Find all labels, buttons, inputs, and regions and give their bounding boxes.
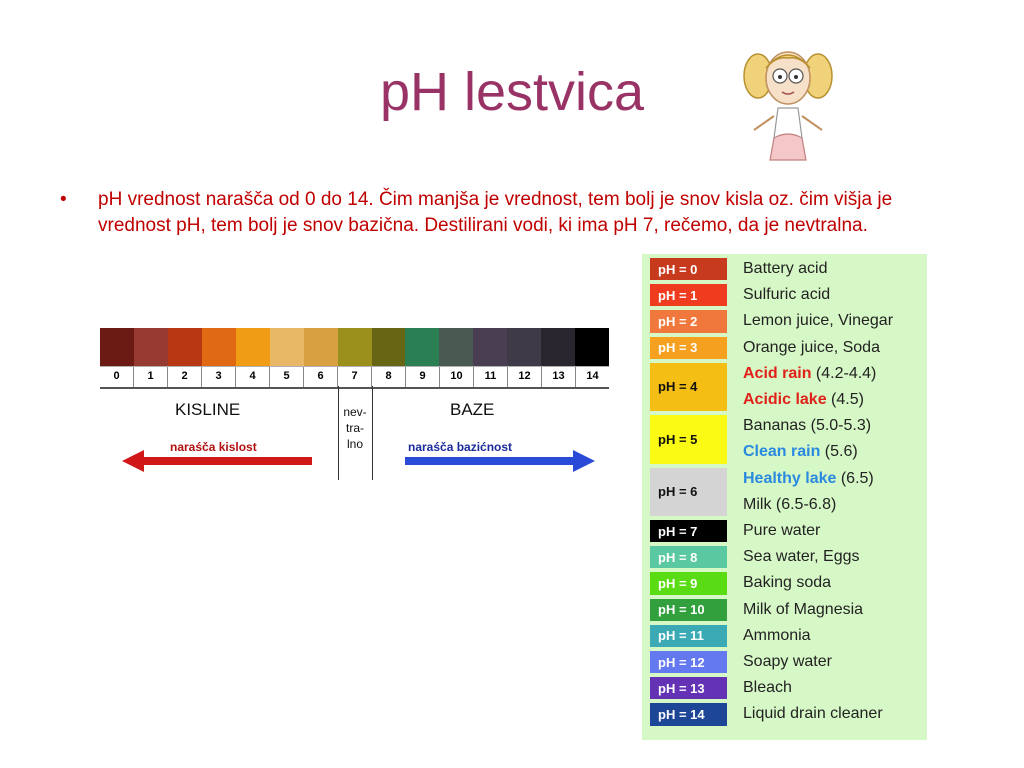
cartoon-girl-illustration — [740, 38, 836, 164]
ph-value-badge: pH = 1 — [650, 284, 727, 306]
ph-example-segment: Sea water, Eggs — [743, 548, 860, 566]
ph-example-text — [743, 466, 874, 492]
ph-value-badge: pH = 3 — [650, 337, 727, 359]
ph-number-cell: 2 — [167, 367, 201, 387]
ph-color-swatch — [473, 328, 507, 366]
ph-color-swatch — [134, 328, 168, 366]
ph-color-swatch — [270, 328, 304, 366]
ph-example-text — [743, 701, 883, 727]
ph-example-segment: Clean rain — [743, 443, 821, 461]
ph-example-segment: (6.5) — [836, 469, 874, 487]
ph-example-segment: (4.2-4.4) — [811, 364, 877, 382]
blue-right-arrow-icon — [405, 450, 595, 472]
ph-scale-diagram — [100, 328, 609, 480]
ph-number-cell: 9 — [405, 367, 439, 387]
ph-example-segment: Liquid drain cleaner — [743, 705, 883, 723]
ph-color-swatch — [372, 328, 406, 366]
ph-value-badge: pH = 8 — [650, 546, 727, 568]
ph-number-cell: 7 — [337, 367, 371, 387]
ph-example-text — [743, 387, 864, 413]
ph-example-text — [743, 308, 893, 334]
ph-color-swatch — [507, 328, 541, 366]
ph-table-row — [642, 466, 927, 518]
ph-value-badge: pH = 14 — [650, 703, 727, 725]
ph-example-text — [743, 256, 827, 282]
ph-example-segment: (5.6) — [820, 443, 858, 461]
ph-example-segment: Acid rain — [743, 364, 812, 382]
ph-table-row — [642, 282, 927, 308]
ph-example-segment: Sulfuric acid — [743, 286, 831, 304]
ph-example-segment: Baking soda — [743, 574, 832, 592]
neutral-line-2: tra- — [346, 421, 364, 435]
ph-color-swatch — [405, 328, 439, 366]
ph-number-cell: 3 — [201, 367, 235, 387]
ph-color-swatch — [202, 328, 236, 366]
ph-color-swatch — [541, 328, 575, 366]
neutral-divider-right — [372, 386, 373, 480]
ph-table-row — [642, 570, 927, 596]
ph-table-row — [642, 597, 927, 623]
ph-table-row — [642, 308, 927, 334]
ph-value-badge: pH = 13 — [650, 677, 727, 699]
ph-value-badge: pH = 11 — [650, 625, 727, 647]
ph-number-cell: 14 — [575, 367, 609, 387]
ph-example-segment: Healthy lake — [743, 469, 837, 487]
ph-example-text — [743, 623, 811, 649]
ph-table-row — [642, 623, 927, 649]
bullet-paragraph — [60, 187, 960, 239]
ph-example-text — [743, 492, 836, 518]
ph-number-cell: 11 — [473, 367, 507, 387]
ph-color-swatch — [236, 328, 270, 366]
ph-value-badge: pH = 2 — [650, 310, 727, 332]
ph-color-swatch — [304, 328, 338, 366]
bullet-dot: • — [60, 189, 67, 210]
ph-table-row — [642, 361, 927, 413]
ph-value-badge: pH = 10 — [650, 599, 727, 621]
ph-color-swatch — [575, 328, 609, 366]
ph-example-text — [743, 335, 880, 361]
ph-example-text — [743, 570, 831, 596]
ph-value-badge: pH = 12 — [650, 651, 727, 673]
ph-example-segment: Bleach — [743, 679, 792, 697]
ph-number-cell: 0 — [113, 370, 120, 382]
ph-example-segment: Acidic lake — [743, 390, 827, 408]
ph-number-cell: 12 — [507, 367, 541, 387]
ph-examples-table — [642, 254, 927, 740]
ph-table-row — [642, 675, 927, 701]
acids-label: KISLINE — [175, 400, 241, 419]
ph-example-segment: Milk of Magnesia — [743, 600, 864, 618]
ph-color-swatch — [100, 328, 134, 366]
ph-number-cell: 13 — [541, 367, 575, 387]
ph-value-badge: pH = 5 — [650, 415, 727, 463]
ph-number-bar — [100, 366, 609, 389]
acidity-arrow-label: naraśča kislost — [170, 440, 257, 454]
red-left-arrow-icon — [122, 450, 312, 472]
ph-example-text — [743, 544, 860, 570]
bullet-text: pH vrednost narašča od 0 do 14. Čim manjša je vrednost, tem bolj je snov kisla oz. čim višja je vrednost pH, tem bolj je snov bazična. Destilirani vodi, ki ima pH 7, rečemo, da je nevtralna. — [98, 189, 893, 236]
ph-color-swatch — [439, 328, 473, 366]
ph-table-row — [642, 701, 927, 727]
ph-table-row — [642, 413, 927, 465]
ph-example-text — [743, 675, 792, 701]
ph-example-segment: Bananas (5.0-5.3) — [743, 417, 872, 435]
ph-color-swatch — [338, 328, 372, 366]
ph-table-row — [642, 518, 927, 544]
ph-value-badge: pH = 7 — [650, 520, 727, 542]
ph-example-segment: Soapy water — [743, 653, 832, 670]
ph-example-text — [743, 597, 863, 623]
ph-example-text — [743, 518, 820, 544]
ph-example-segment: Milk (6.5-6.8) — [743, 495, 837, 513]
ph-value-badge: pH = 0 — [650, 258, 727, 280]
ph-number-cell: 1 — [133, 367, 167, 387]
neutral-line-3: lno — [346, 437, 363, 451]
ph-value-badge: pH = 6 — [650, 468, 727, 516]
ph-value-badge: pH = 4 — [650, 363, 727, 411]
basicity-arrow-label: naraśča bazićnost — [408, 440, 513, 454]
ph-color-bar — [100, 328, 609, 366]
ph-example-segment: Ammonia — [743, 626, 811, 644]
ph-table-row — [642, 649, 927, 675]
ph-example-segment: (4.5) — [826, 390, 864, 408]
ph-table-row — [642, 544, 927, 570]
ph-example-segment: Lemon juice, Vinegar — [743, 312, 894, 330]
slide-title: pH lestvica — [379, 62, 645, 122]
ph-color-swatch — [168, 328, 202, 366]
ph-example-segment: Battery acid — [743, 260, 828, 277]
neutral-label — [338, 404, 372, 452]
ph-example-segment: Orange juice, Soda — [743, 338, 880, 356]
ph-example-text — [743, 649, 832, 675]
neutral-line-1: nev- — [343, 405, 367, 419]
ph-example-text — [743, 282, 830, 308]
ph-table-row — [642, 256, 927, 282]
ph-number-cell: 5 — [269, 367, 303, 387]
ph-example-text — [743, 413, 871, 439]
ph-example-segment: Pure water — [743, 522, 821, 539]
ph-number-cell: 6 — [303, 367, 337, 387]
ph-value-badge: pH = 9 — [650, 572, 727, 594]
ph-number-cell: 4 — [235, 367, 269, 387]
ph-number-cell: 8 — [371, 367, 405, 387]
ph-number-cell: 10 — [439, 367, 473, 387]
bases-label: BAZE — [450, 400, 495, 419]
ph-table-row — [642, 335, 927, 361]
ph-example-text — [743, 439, 858, 465]
ph-example-text — [743, 361, 876, 387]
